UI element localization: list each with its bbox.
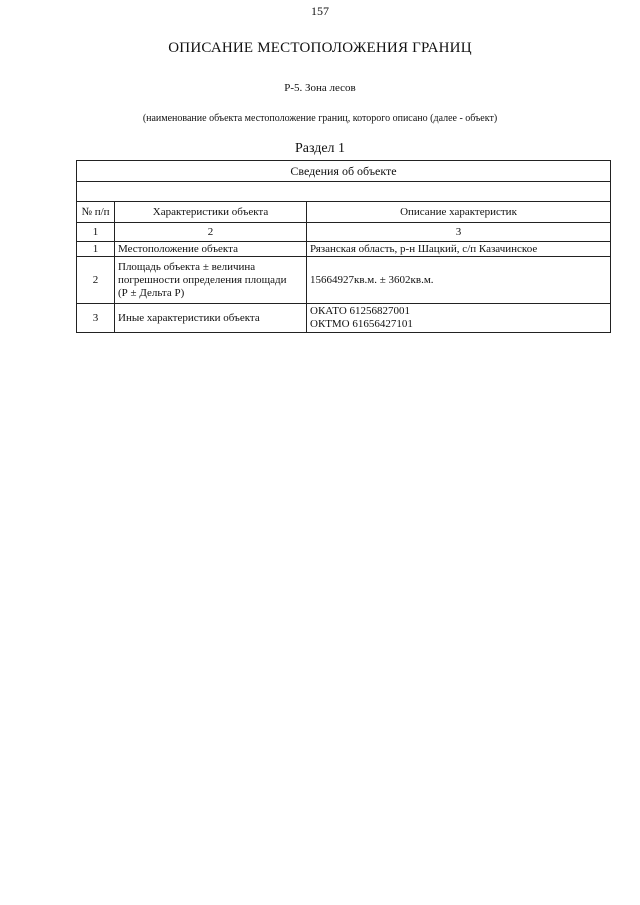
section-title: Раздел 1 [294, 141, 346, 156]
table-empty-row [77, 182, 611, 202]
column-number: 2 [115, 223, 307, 242]
table-header-row [77, 202, 611, 223]
row-number: 1 [77, 242, 115, 257]
characteristic-line: погрешности определения площади [118, 273, 287, 286]
page-number: 157 [311, 4, 329, 18]
document-title: ОПИСАНИЕ МЕСТОПОЛОЖЕНИЯ ГРАНИЦ [168, 40, 472, 56]
column-header-number: № п/п [77, 202, 115, 223]
column-header-characteristic: Характеристики объекта [115, 202, 307, 223]
table-heading: Сведения об объекте [77, 161, 611, 182]
table-heading-row [77, 161, 611, 182]
characteristic-cell: Местоположение объекта [115, 242, 307, 257]
column-number: 3 [307, 223, 611, 242]
description-cell: 15664927кв.м. ± 3602кв.м. [307, 257, 611, 304]
characteristic-cell [115, 257, 307, 304]
description-line: ОКТМО 61656427101 [310, 318, 413, 330]
characteristic-line: (Р ± Дельта Р) [118, 286, 185, 299]
table-row [77, 257, 611, 304]
column-numbers-row [77, 223, 611, 242]
object-info-table [76, 160, 611, 333]
characteristic-cell: Иные характеристики объекта [115, 304, 307, 333]
object-name: Р-5. Зона лесов [284, 82, 356, 94]
empty-cell [77, 182, 611, 202]
characteristic-line: Площадь объекта ± величина [118, 260, 256, 273]
table-row [77, 242, 611, 257]
description-cell [307, 304, 611, 333]
table-row [77, 304, 611, 333]
object-caption: (наименование объекта местоположение границ, которого описано (далее - объект) [142, 113, 498, 124]
row-number: 3 [77, 304, 115, 333]
description-cell: Рязанская область, р-н Шацкий, с/п Казачинское [307, 242, 611, 257]
description-line: ОКАТО 61256827001 [310, 305, 411, 317]
row-number: 2 [77, 257, 115, 304]
column-number: 1 [77, 223, 115, 242]
column-header-description: Описание характеристик [307, 202, 611, 223]
